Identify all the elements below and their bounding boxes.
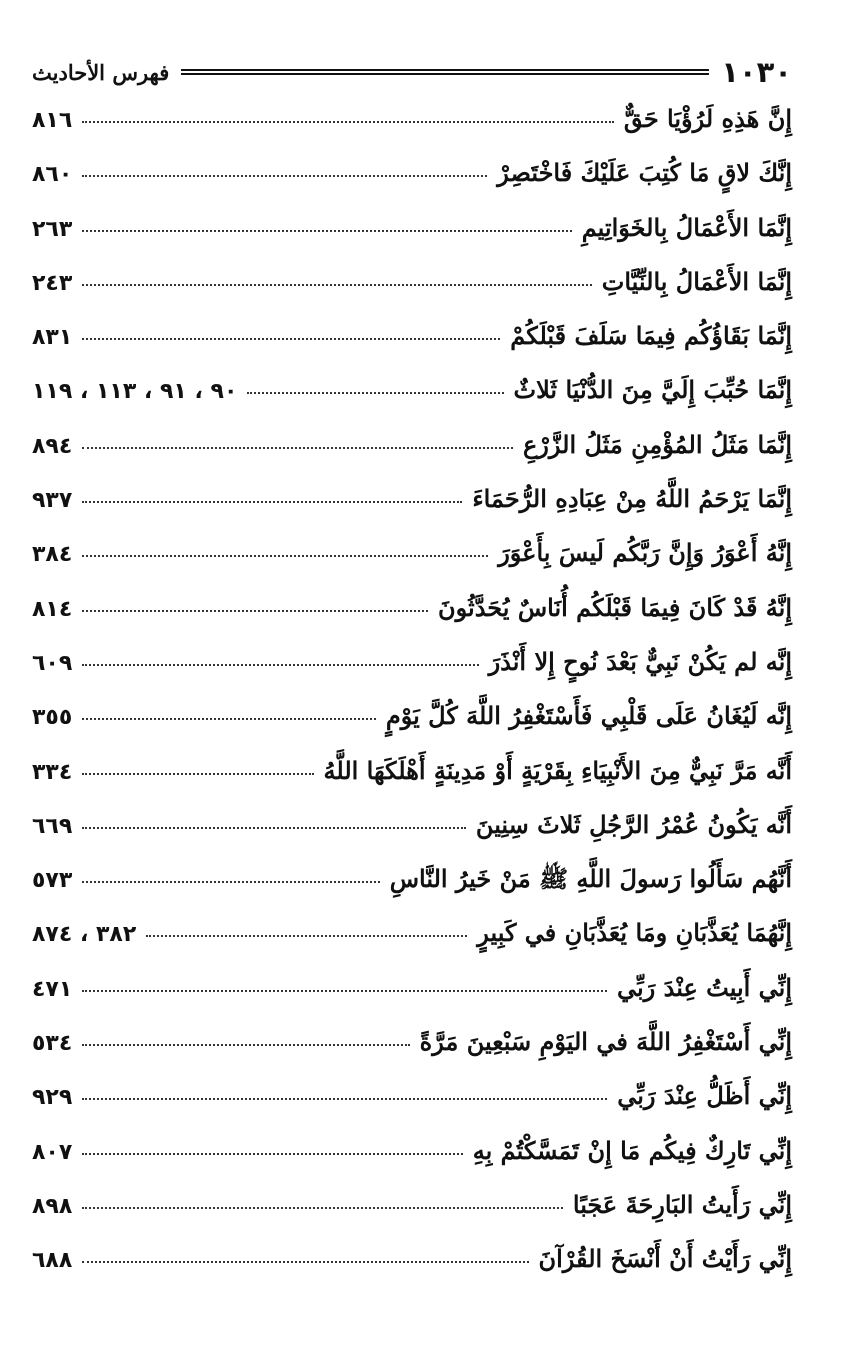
- list-item: [32, 1190, 792, 1244]
- dot-leader: [82, 284, 591, 286]
- dot-leader: [82, 718, 376, 720]
- page-reference: ٥٣٤: [32, 1031, 73, 1057]
- list-item: [32, 267, 792, 321]
- hadith-text: إِنَّمَا مَثَلُ المُؤْمِنِ مَثَلُ الزَّرْعِ: [522, 429, 792, 459]
- dot-leader: [82, 827, 466, 829]
- hadith-text: أَنَّه يَكُونُ عُمْرُ الرَّجُلِ ثَلاثَ سِنِينَ: [475, 809, 792, 839]
- hadith-text: إِنِّي رَأَيتُ البَارِحَةَ عَجَبًا: [572, 1189, 792, 1219]
- list-item: [32, 647, 792, 701]
- dot-leader: [82, 230, 571, 232]
- list-item: [32, 213, 792, 267]
- page-reference: ٨٣١: [32, 325, 73, 351]
- hadith-text: إِنَّه لم يَكُنْ نَبِيٌّ بَعْدَ نُوحٍ إِلا أَنْذَرَ: [488, 646, 792, 676]
- list-item: [32, 756, 792, 810]
- dot-leader: [82, 773, 313, 775]
- hadith-text: إِنَّمَا يَرْحَمُ اللَّهُ مِنْ عِبَادِهِ الرُّحَمَاءَ: [472, 484, 792, 514]
- dot-leader: [82, 1153, 462, 1155]
- page-reference: ٣٨٤: [32, 542, 73, 568]
- hadith-text: أَنَّه مَرَّ نَبِيٌّ مِنَ الأَنْبِيَاءِ بِقَرْيَةٍ أَوْ مَدِينَةٍ أَهْلَكَهَا اللَّهُ: [323, 755, 792, 785]
- hadith-text: إِنَّمَا بَقَاؤُكُم فِيمَا سَلَفَ قَبْلَكُمْ: [510, 321, 792, 351]
- hadith-text: إِنَّه لَيُغَانُ عَلَى قَلْبِي فَأَسْتَغْفِرُ اللَّهَ كُلَّ يَوْمٍ: [385, 701, 792, 731]
- dot-leader: [82, 1044, 409, 1046]
- list-item: [32, 484, 792, 538]
- dot-leader: [247, 392, 503, 394]
- dot-leader: [82, 881, 379, 883]
- hadith-text: إِنَّ هَذِهِ لَرُؤْيَا حَقٌّ: [623, 104, 792, 133]
- page-reference: ٣٥٥: [32, 705, 73, 731]
- page-reference: ٨٦٠: [32, 162, 73, 188]
- page-reference: ٢٦٣: [32, 216, 73, 242]
- hadith-text: إِنِّي أَظَلُّ عِنْدَ رَبِّي: [617, 1081, 792, 1111]
- list-item: [32, 158, 792, 212]
- page-reference: ٩٢٩: [32, 1085, 73, 1111]
- page-reference: ٥٧٣: [32, 868, 73, 894]
- list-item: [32, 864, 792, 918]
- dot-leader: [82, 1207, 563, 1209]
- dot-leader: [82, 338, 500, 340]
- page-reference: ٩٠ ، ٩١ ، ١١٣ ، ١١٩: [32, 379, 238, 405]
- page-title: فهرس الأحاديث: [32, 59, 170, 85]
- dot-leader: [82, 175, 487, 177]
- hadith-index-list: [32, 104, 792, 1299]
- dot-leader: [82, 555, 488, 557]
- hadith-text: أَنَّهُم سَأَلُوا رَسولَ اللَّهِ ﷺ مَنْ خَيرُ النَّاسِ: [389, 864, 792, 894]
- list-item: [32, 538, 792, 592]
- page-reference: ٨٠٧: [32, 1139, 73, 1165]
- list-item: [32, 701, 792, 755]
- list-item: [32, 973, 792, 1027]
- hadith-text: إِنِّي أَبِيتُ عِنْدَ رَبِّي: [616, 972, 792, 1002]
- list-item: [32, 104, 792, 158]
- page-reference: ٢٤٣: [32, 270, 73, 296]
- list-item: [32, 810, 792, 864]
- list-item: [32, 1027, 792, 1081]
- hadith-text: إِنَّهُمَا يُعَذَّبَانِ ومَا يُعَذَّبَانِ في كَبِيرٍ: [477, 918, 792, 948]
- dot-leader: [82, 501, 462, 503]
- hadith-text: إِنِّي تَارِكٌ فِيكُم مَا إِنْ تَمَسَّكْتُمْ بِهِ: [472, 1135, 792, 1165]
- page-reference: ٨٩٤: [32, 433, 73, 459]
- page-reference: ٣٨٢ ، ٨٧٤: [32, 922, 137, 948]
- list-item: [32, 1244, 792, 1298]
- page-reference: ٨٩٨: [32, 1193, 73, 1219]
- header-rule: [181, 69, 709, 75]
- page-reference: ٩٣٧: [32, 488, 73, 514]
- hadith-text: إِنَّمَا الأَعْمَالُ بِالخَوَاتِيمِ: [581, 212, 792, 242]
- page-reference: ٦٦٩: [32, 813, 73, 839]
- page-reference: ٤٧١: [32, 976, 73, 1002]
- hadith-text: إِنَّمَا حُبِّبَ إِلَيَّ مِنَ الدُّنْيَا ثَلاثٌ: [513, 375, 792, 405]
- dot-leader: [82, 1098, 607, 1100]
- list-item: [32, 321, 792, 375]
- dot-leader: [82, 664, 478, 666]
- page-header: [32, 52, 792, 92]
- list-item: [32, 1081, 792, 1135]
- dot-leader: [82, 1261, 528, 1263]
- page-reference: ٦٠٩: [32, 650, 73, 676]
- list-item: [32, 430, 792, 484]
- page-reference: ٨١٤: [32, 596, 73, 622]
- dot-leader: [82, 447, 513, 449]
- hadith-text: إِنَّكَ لاقٍ مَا كُتِبَ عَلَيْكَ فَاخْتَصِرْ: [497, 158, 792, 188]
- dot-leader: [82, 121, 614, 123]
- hadith-text: إِنِّي رَأَيْتُ أَنْ أَنْسَخَ القُرْآنَ: [538, 1244, 792, 1274]
- dot-leader: [146, 935, 467, 937]
- page-number: ١٠٣٠: [721, 55, 792, 89]
- page-reference: ٦٨٨: [32, 1248, 73, 1274]
- hadith-text: إِنِّي أَسْتَغْفِرُ اللَّهَ في اليَوْمِ سَبْعِينَ مَرَّةً: [419, 1027, 792, 1057]
- hadith-text: إِنَّمَا الأَعْمَالُ بِالنِّيَّاتِ: [601, 266, 792, 296]
- list-item: [32, 593, 792, 647]
- dot-leader: [82, 610, 428, 612]
- hadith-text: إِنَّهُ أَعْوَرُ وَإِنَّ رَبَّكُم لَيسَ بِأَعْوَرَ: [498, 538, 792, 568]
- page-reference: ٣٣٤: [32, 759, 73, 785]
- list-item: [32, 918, 792, 972]
- page-reference: ٨١٦: [32, 108, 73, 133]
- dot-leader: [82, 990, 607, 992]
- hadith-text: إِنَّهُ قَدْ كَانَ فِيمَا قَبْلَكُم أُنَاسٌ يُحَدَّثُونَ: [438, 592, 792, 622]
- list-item: [32, 1136, 792, 1190]
- list-item: [32, 375, 792, 429]
